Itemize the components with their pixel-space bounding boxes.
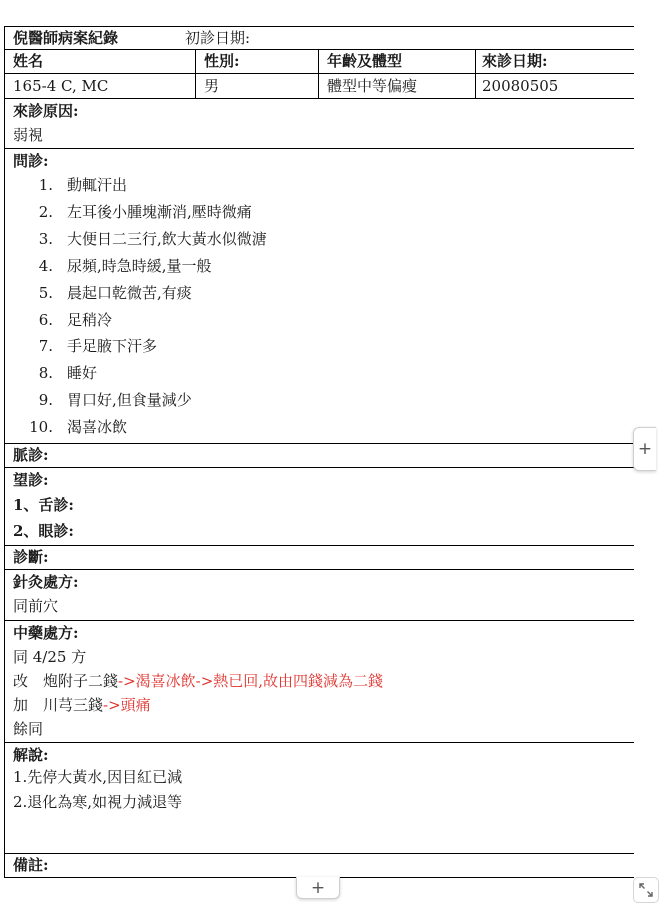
table-column-divider (195, 49, 196, 98)
pulse-diagnosis-label: 脈診: (13, 446, 49, 464)
inquiry-item-text: 尿頻,時急時緩,量一般 (67, 257, 212, 275)
inquiry-item-number: 3. (38, 230, 53, 248)
herbal-prescription-label: 中藥處方: (13, 624, 79, 642)
record-title: 倪醫師病案紀錄 (13, 29, 119, 47)
divider (5, 148, 634, 149)
herbal-add-annotation: ->頭痛 (103, 696, 151, 714)
inquiry-item-number: 7. (38, 337, 53, 355)
tongue-diagnosis-label: 1、舌診: (13, 496, 74, 514)
inquiry-item-text: 足稍冷 (67, 311, 113, 329)
visit-date-label: 來診日期: (482, 52, 548, 70)
herbal-rest-same: 餘同 (13, 720, 44, 738)
plus-icon: + (310, 877, 326, 898)
inquiry-item-number: 6. (38, 311, 53, 329)
divider (5, 73, 634, 74)
inquiry-item-text: 手足腋下汗多 (67, 337, 158, 355)
inquiry-item-number: 9. (38, 391, 53, 409)
divider (5, 443, 634, 444)
remarks-label: 備註: (13, 856, 49, 874)
add-column-button[interactable] (633, 427, 656, 471)
inquiry-item-number: 4. (38, 257, 53, 275)
table-column-divider (475, 49, 476, 98)
inquiry-item-number: 8. (38, 364, 53, 382)
inquiry-item-text: 渴喜冰飲 (67, 418, 128, 436)
inquiry-item-text: 大便日二三行,飲大黃水似微溏 (67, 230, 267, 248)
herbal-change-text: 改 炮附子二錢 (13, 672, 119, 690)
divider (5, 569, 634, 570)
inquiry-item-number: 2. (38, 203, 53, 221)
explanation-line-1: 1.先停大黃水,因目紅已減 (13, 768, 183, 786)
top-border (5, 26, 634, 27)
visit-reason-label: 來診原因: (13, 102, 79, 120)
inquiry-item-text: 睡好 (67, 364, 98, 382)
divider (5, 98, 634, 99)
acupuncture-prescription-label: 針灸處方: (13, 573, 79, 591)
herbal-add-text: 加 川芎三錢 (13, 696, 104, 714)
divider (5, 853, 634, 854)
inquiry-item-text: 左耳後小腫塊漸消,壓時微痛 (67, 203, 252, 221)
inquiry-label: 問診: (13, 152, 49, 170)
observation-label: 望診: (13, 471, 49, 489)
explanation-label: 解說: (13, 746, 49, 764)
expand-button[interactable] (633, 877, 659, 903)
inquiry-item-text: 動輒汗出 (67, 176, 128, 194)
first-visit-date-label: 初診日期: (185, 29, 251, 47)
plus-icon: + (637, 439, 653, 459)
medical-record-document (4, 26, 634, 878)
herbal-change-line (13, 671, 383, 691)
inquiry-item-number: 1. (38, 176, 53, 194)
name-label: 姓名 (13, 52, 44, 70)
acupuncture-prescription-value: 同前穴 (13, 597, 59, 615)
age-build-label: 年齡及體型 (327, 52, 403, 70)
visit-date-value: 20080505 (482, 77, 559, 95)
table-column-divider (318, 49, 319, 98)
gender-label: 性別: (204, 52, 240, 70)
herbal-base-formula: 同 4/25 方 (13, 648, 87, 666)
divider (5, 545, 634, 546)
gender-value: 男 (204, 77, 220, 95)
visit-reason-value: 弱視 (13, 126, 44, 144)
explanation-line-2: 2.退化為寒,如視力減退等 (13, 793, 183, 811)
patient-name-value: 165-4 C, MC (13, 77, 109, 95)
inquiry-item-number: 10. (29, 418, 53, 436)
divider (5, 467, 634, 468)
inquiry-item-number: 5. (38, 284, 53, 302)
diagnosis-label: 診斷: (13, 548, 49, 566)
divider (5, 620, 634, 621)
expand-icon (638, 882, 654, 898)
inquiry-item-text: 晨起口乾微苦,有痰 (67, 284, 192, 302)
inquiry-item-text: 胃口好,但食量減少 (67, 391, 192, 409)
herbal-change-annotation: ->渴喜冰飲->熱已回,故由四錢減為二錢 (118, 672, 384, 690)
herbal-add-line (13, 695, 151, 715)
age-build-value: 體型中等偏瘦 (327, 77, 418, 95)
add-row-button[interactable] (296, 877, 340, 899)
divider (5, 742, 634, 743)
divider (5, 49, 634, 50)
eye-diagnosis-label: 2、眼診: (13, 522, 74, 540)
